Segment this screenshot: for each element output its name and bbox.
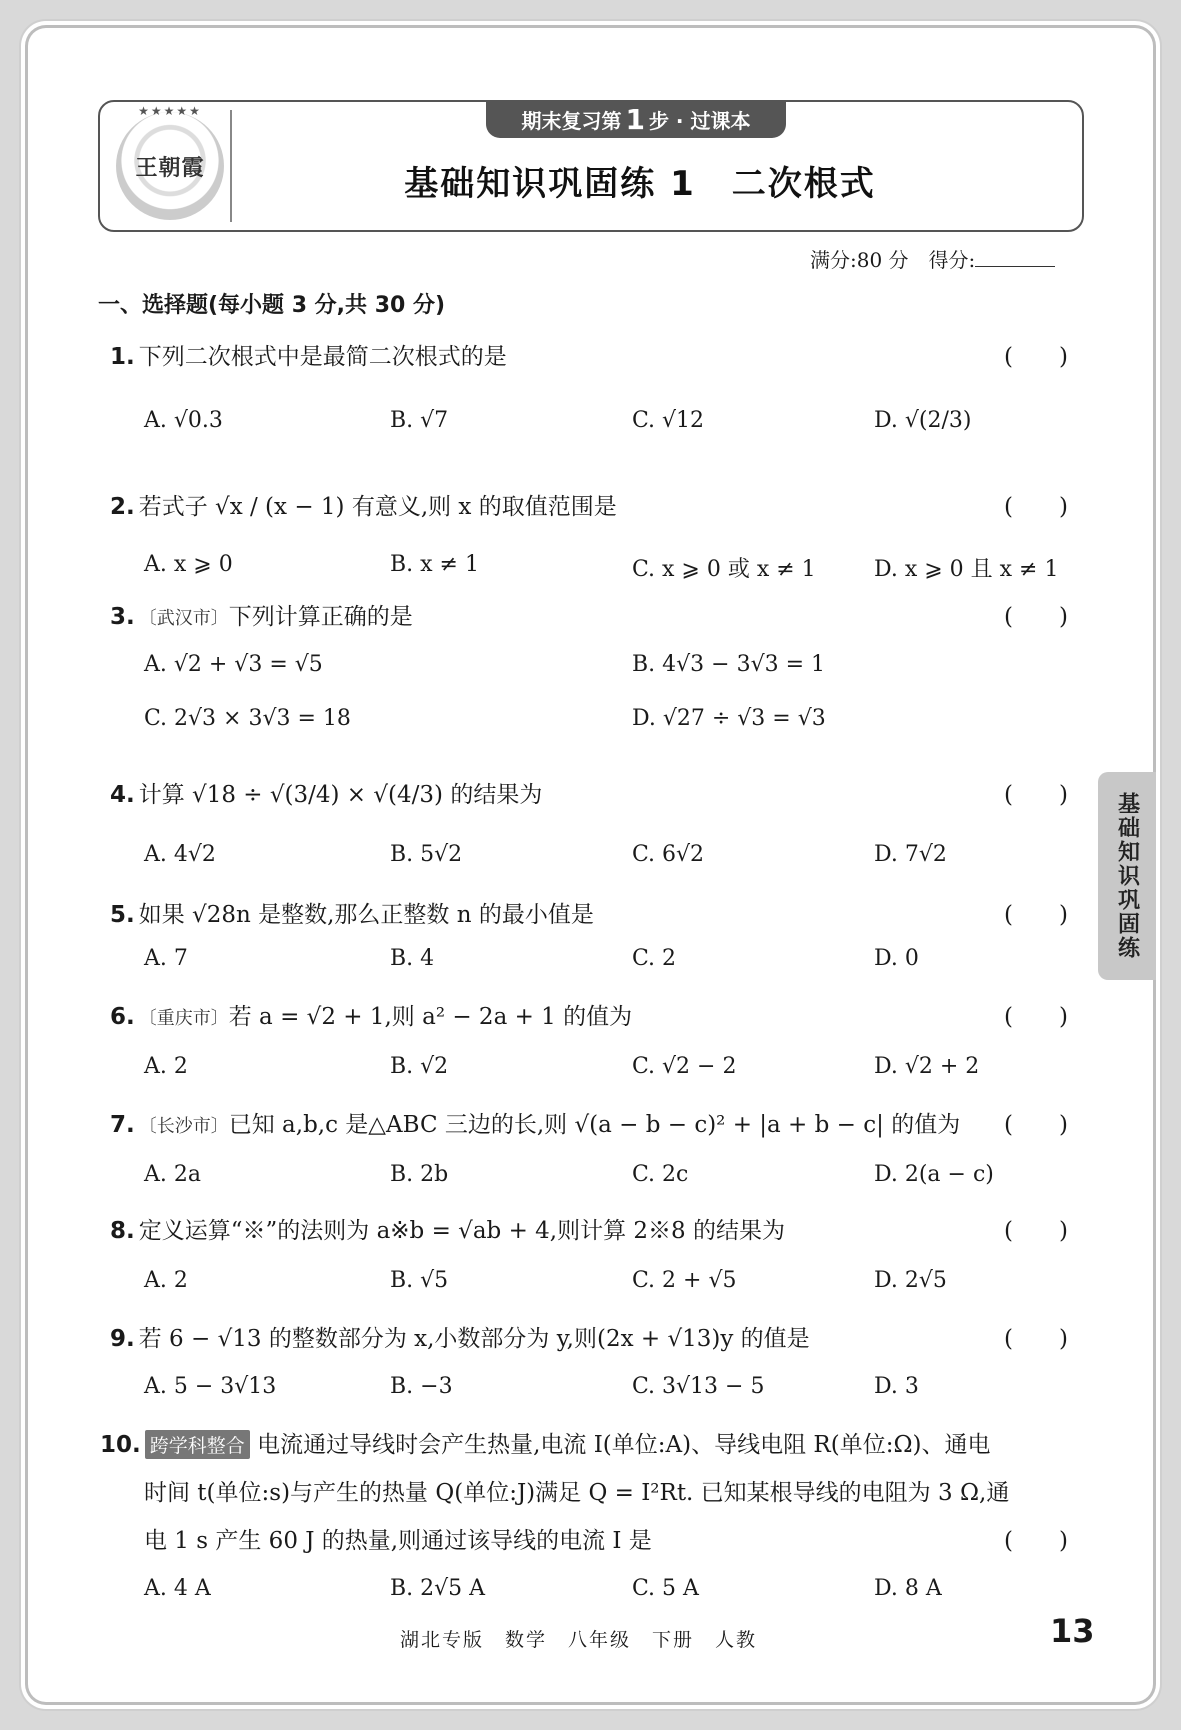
option-d[interactable]: D. 2(a − c) xyxy=(874,1162,994,1187)
option-d[interactable]: D. √2 + 2 xyxy=(874,1054,980,1079)
question-3 xyxy=(110,598,413,631)
question-9 xyxy=(110,1320,810,1353)
question-text: 下列计算正确的是 xyxy=(228,604,413,630)
option-b[interactable]: B. √5 xyxy=(390,1268,449,1293)
question-number: 6. xyxy=(110,1004,135,1030)
step-number: 1 xyxy=(625,102,645,136)
logo-text: 王朝霞 xyxy=(135,154,205,181)
question-number: 4. xyxy=(110,782,135,808)
option-a[interactable]: A. 4 A xyxy=(144,1576,211,1601)
question-number: 7. xyxy=(110,1112,135,1138)
option-d[interactable]: D. √(2/3) xyxy=(874,408,972,433)
question-text: 已知 a,b,c 是△ABC 三边的长,则 √(a − b − c)² + |a + b − c| 的值为 xyxy=(228,1112,961,1138)
region-tag: 〔武汉市〕 xyxy=(138,608,229,629)
answer-paren[interactable]: ( ) xyxy=(1004,902,1068,928)
question-text: 若 a = √2 + 1,则 a² − 2a + 1 的值为 xyxy=(228,1004,633,1030)
question-1 xyxy=(110,338,507,371)
question-7 xyxy=(110,1106,960,1139)
score-blank[interactable] xyxy=(975,266,1055,267)
question-number: 10. xyxy=(100,1432,141,1458)
score-label: 满分:80 分 得分: xyxy=(810,248,976,272)
question-5 xyxy=(110,896,594,929)
option-c[interactable]: C. √12 xyxy=(632,408,705,433)
footer: 湖北专版 数学 八年级 下册 人教 xyxy=(400,1629,758,1651)
option-d[interactable]: D. √27 ÷ √3 = √3 xyxy=(632,706,826,731)
option-a[interactable]: A. x ⩾ 0 xyxy=(144,552,233,577)
score-line xyxy=(810,244,1055,273)
question-text: 若式子 √x / (x − 1) 有意义,则 x 的取值范围是 xyxy=(138,494,617,520)
step-tab xyxy=(486,100,786,138)
question-number: 1. xyxy=(110,344,135,370)
section-title: 一、选择题(每小题 3 分,共 30 分) xyxy=(98,293,446,318)
option-c[interactable]: C. 2 xyxy=(632,946,677,971)
option-d[interactable]: D. x ⩾ 0 且 x ≠ 1 xyxy=(874,557,1059,582)
option-a[interactable]: A. 7 xyxy=(144,946,188,971)
question-text: 如果 √28n 是整数,那么正整数 n 的最小值是 xyxy=(138,902,594,928)
option-c[interactable]: C. 2 + √5 xyxy=(632,1268,737,1293)
answer-paren[interactable]: ( ) xyxy=(1004,1326,1068,1352)
option-c[interactable]: C. 6√2 xyxy=(632,842,705,867)
region-tag: 〔重庆市〕 xyxy=(138,1008,229,1029)
question-number: 8. xyxy=(110,1218,135,1244)
question-number: 3. xyxy=(110,604,135,630)
option-b[interactable]: B. 5√2 xyxy=(390,842,463,867)
logo xyxy=(116,104,224,220)
option-a[interactable]: A. √0.3 xyxy=(144,408,223,433)
option-c[interactable]: C. x ⩾ 0 或 x ≠ 1 xyxy=(632,557,816,582)
question-10-line2: 时间 t(单位:s)与产生的热量 Q(单位:J)满足 Q = I²Rt. 已知某根导线的电阻为 3 Ω,通 xyxy=(144,1480,1010,1506)
answer-paren[interactable]: ( ) xyxy=(1004,1112,1068,1138)
option-d[interactable]: D. 2√5 xyxy=(874,1268,947,1293)
logo-stars: ★★★★★ xyxy=(138,104,202,118)
question-2 xyxy=(110,488,617,521)
option-c[interactable]: C. 3√13 − 5 xyxy=(632,1374,765,1399)
page-number: 13 xyxy=(1050,1612,1095,1650)
answer-paren[interactable]: ( ) xyxy=(1004,1004,1068,1030)
question-number: 2. xyxy=(110,494,135,520)
question-number: 9. xyxy=(110,1326,135,1352)
question-text: 定义运算“※”的法则为 a※b = √ab + 4,则计算 2※8 的结果为 xyxy=(138,1218,785,1244)
answer-paren[interactable]: ( ) xyxy=(1004,494,1068,520)
option-a[interactable]: A. √2 + √3 = √5 xyxy=(144,652,323,677)
question-6 xyxy=(110,998,632,1031)
option-c[interactable]: C. √2 − 2 xyxy=(632,1054,737,1079)
answer-paren[interactable]: ( ) xyxy=(1004,604,1068,630)
question-8 xyxy=(110,1212,785,1245)
question-number: 5. xyxy=(110,902,135,928)
side-tab: 基础知识巩固练 xyxy=(1098,772,1156,980)
header-banner xyxy=(98,100,1084,232)
option-b[interactable]: B. −3 xyxy=(390,1374,453,1399)
page-title: 基础知识巩固练 1 二次根式 xyxy=(404,164,876,204)
question-10-line3: 电 1 s 产生 60 J 的热量,则通过该导线的电流 I 是 xyxy=(144,1528,652,1554)
option-b[interactable]: B. x ≠ 1 xyxy=(390,552,479,577)
option-b[interactable]: B. √2 xyxy=(390,1054,449,1079)
option-a[interactable]: A. 4√2 xyxy=(144,842,216,867)
option-a[interactable]: A. 2 xyxy=(144,1054,188,1079)
option-d[interactable]: D. 0 xyxy=(874,946,919,971)
option-d[interactable]: D. 8 A xyxy=(874,1576,942,1601)
step-prefix: 期末复习第 xyxy=(521,108,622,133)
option-c[interactable]: C. 2c xyxy=(632,1162,689,1187)
answer-paren[interactable]: ( ) xyxy=(1004,344,1068,370)
answer-paren[interactable]: ( ) xyxy=(1004,1528,1068,1554)
question-4 xyxy=(110,776,542,809)
question-text: 若 6 − √13 的整数部分为 x,小数部分为 y,则(2x + √13)y 的值是 xyxy=(138,1326,810,1352)
option-a[interactable]: A. 2a xyxy=(144,1162,201,1187)
option-a[interactable]: A. 2 xyxy=(144,1268,188,1293)
option-b[interactable]: B. 4√3 − 3√3 = 1 xyxy=(632,652,826,677)
option-b[interactable]: B. 2b xyxy=(390,1162,449,1187)
step-suffix: 步 · 过课本 xyxy=(648,108,751,133)
question-text-line1: 电流通过导线时会产生热量,电流 I(单位:A)、导线电阻 R(单位:Ω)、通电 xyxy=(257,1432,991,1458)
answer-paren[interactable]: ( ) xyxy=(1004,1218,1068,1244)
question-text: 计算 √18 ÷ √(3/4) × √(4/3) 的结果为 xyxy=(138,782,543,808)
option-b[interactable]: B. √7 xyxy=(390,408,449,433)
question-10 xyxy=(100,1426,990,1459)
answer-paren[interactable]: ( ) xyxy=(1004,782,1068,808)
option-a[interactable]: A. 5 − 3√13 xyxy=(144,1374,277,1399)
option-c[interactable]: C. 5 A xyxy=(632,1576,699,1601)
region-tag: 〔长沙市〕 xyxy=(138,1116,229,1137)
category-badge: 跨学科整合 xyxy=(145,1430,250,1459)
option-c[interactable]: C. 2√3 × 3√3 = 18 xyxy=(144,706,351,731)
option-b[interactable]: B. 4 xyxy=(390,946,435,971)
option-d[interactable]: D. 7√2 xyxy=(874,842,947,867)
divider xyxy=(230,110,232,222)
option-d[interactable]: D. 3 xyxy=(874,1374,919,1399)
question-text: 下列二次根式中是最简二次根式的是 xyxy=(138,344,507,370)
option-b[interactable]: B. 2√5 A xyxy=(390,1576,486,1601)
